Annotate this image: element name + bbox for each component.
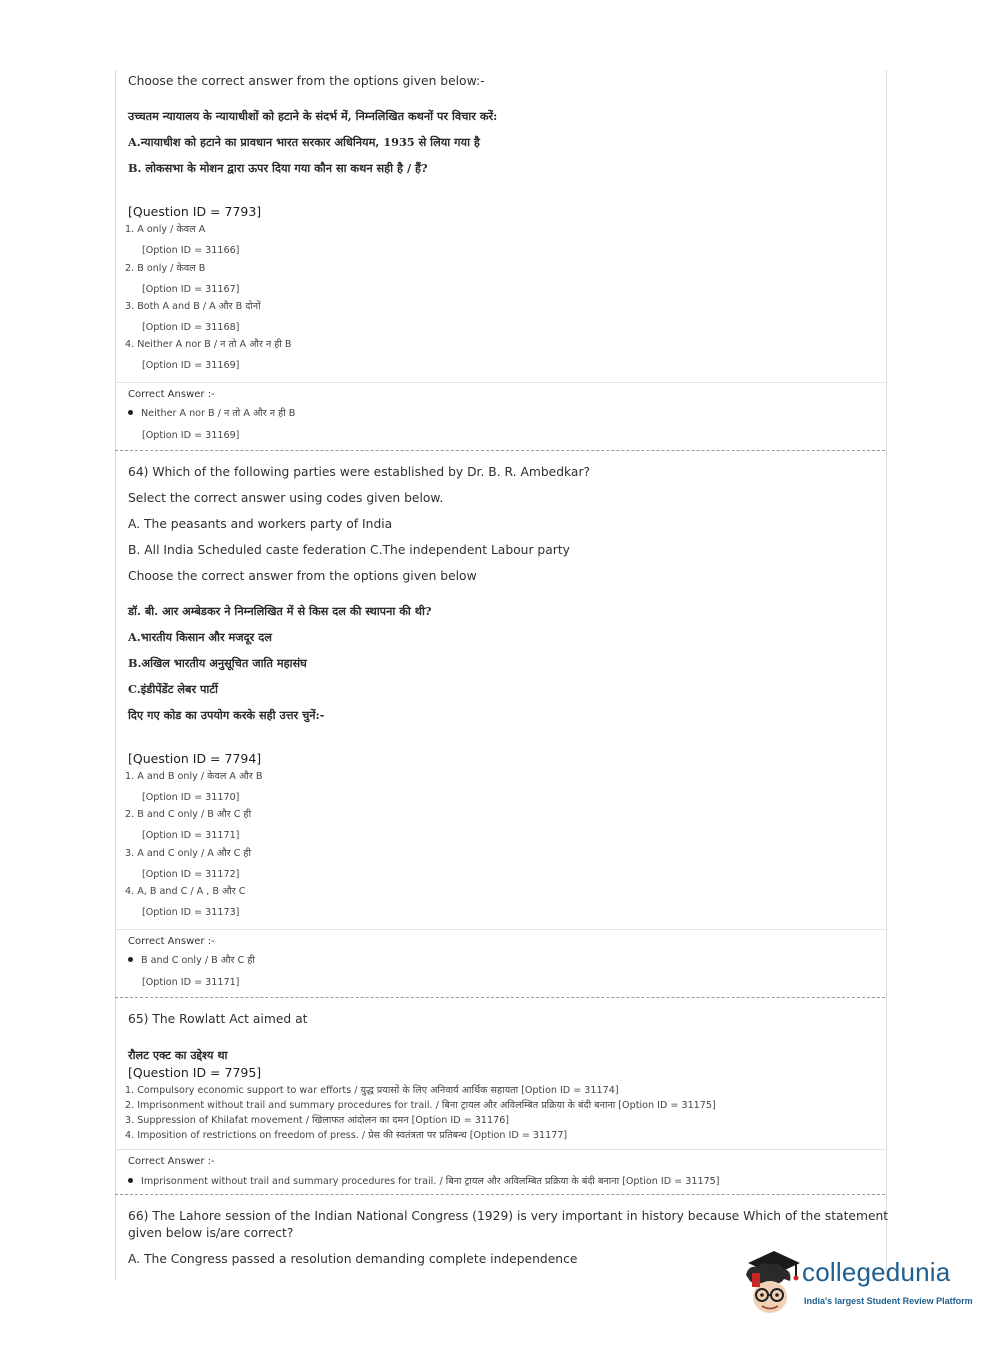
option-id: [Option ID = 31169] [142,360,240,371]
correct-answer [128,1174,720,1187]
option-id: [Option ID = 31168] [142,322,240,333]
q64-hindi-line: दिए गए कोड का उपयोग करके सही उत्तर चुनें:- [128,708,325,722]
option-item[interactable]: 4. A, B and C / A , B और C [125,886,246,897]
correct-answer-label: Correct Answer :- [128,389,215,400]
collegedunia-logo [740,1245,980,1325]
option-id: [Option ID = 31166] [142,245,240,256]
logo-wordmark: collegedunia [802,1257,951,1287]
option-item[interactable]: 1. A only / केवल A [125,224,206,235]
question-divider [115,1194,885,1195]
q64-hindi-line: B.अखिल भारतीय अनुसूचित जाति महासंघ [128,656,307,670]
correct-answer [128,953,255,966]
correct-answer [128,406,295,419]
question-id: [Question ID = 7794] [128,751,262,766]
q65-hindi-line: रौलट एक्ट का उद्देश्य था [128,1048,228,1062]
q63-intro: Choose the correct answer from the options given below:- [128,74,485,88]
q66-title: 66) The Lahore session of the Indian National Congress (1929) is very important in history because Which of the statement [128,1209,889,1223]
option-item[interactable]: 3. A and C only / A और C ही [125,848,252,859]
option-item[interactable]: 2. Imprisonment without trail and summary procedures for trail. / बिना ट्रायल और अविलम्बित प्रक्रिया के बंदी बनाना [Option ID = 31175] [125,1100,716,1111]
option-item[interactable]: 2. B only / केवल B [125,263,206,274]
option-item[interactable]: 1. A and B only / केवल A और B [125,771,263,782]
correct-answer-label: Correct Answer :- [128,1156,215,1167]
correct-answer-text: Neither A nor B / न तो A और न ही B [141,408,296,419]
logo-tagline: India's largest Student Review Platform [804,1296,973,1306]
q64-line: B. All India Scheduled caste federation C.The independent Labour party [128,543,570,557]
q63-hindi-line: उच्चतम न्यायालय के न्यायाधीशों को हटाने के संदर्भ में, निम्नलिखित कथनों पर विचार करें: [128,109,498,123]
correct-answer-text: B and C only / B और C ही [141,955,255,966]
option-id: [Option ID = 31169] [142,430,240,441]
mascot-icon [740,1245,802,1320]
option-item[interactable]: 1. Compulsory economic support to war efforts / युद्ध प्रयासों के लिए अनिवार्य आर्थिक सहायता [Option ID = 31174] [125,1085,619,1096]
option-item[interactable]: 3. Both A and B / A और B दोनों [125,301,261,312]
option-id: [Option ID = 31171] [142,830,240,841]
q63-hindi-line: A.न्यायाधीश को हटाने का प्रावधान भारत सरकार अधिनियम, 1935 से लिया गया है [128,135,480,149]
option-id: [Option ID = 31173] [142,907,240,918]
option-item[interactable]: 2. B and C only / B और C ही [125,809,252,820]
q63-hindi-line: B. लोकसभा के मोशन द्वारा ऊपर दिया गया कौन सा कथन सही है / हैं? [128,161,428,175]
question-divider [115,450,885,451]
correct-answer-label: Correct Answer :- [128,936,215,947]
option-id: [Option ID = 31171] [142,977,240,988]
q64-line: Select the correct answer using codes given below. [128,491,444,505]
q64-line: Choose the correct answer from the options given below [128,569,477,583]
q66-statement: A. The Congress passed a resolution demanding complete independence [128,1252,578,1266]
option-item[interactable]: 4. Imposition of restrictions on freedom of press. / प्रेस की स्वतंत्रता पर प्रतिबन्ध [Option ID = 31177] [125,1130,568,1141]
question-id: [Question ID = 7795] [128,1065,262,1080]
bullet-icon [128,1178,133,1183]
q64-hindi-line: A.भारतीय किसान और मजदूर दल [128,630,272,644]
option-item[interactable]: 3. Suppression of Khilafat movement / खिलाफत आंदोलन का दमन [Option ID = 31176] [125,1115,510,1126]
correct-answer-text: Imprisonment without trail and summary procedures for trail. / बिना ट्रायल और अविलम्बित प्रक्रिया के बंदी बनाना [Option ID = 31175] [141,1176,720,1187]
bullet-icon [128,410,133,415]
q65-title: 65) The Rowlatt Act aimed at [128,1012,308,1026]
option-item[interactable]: 4. Neither A nor B / न तो A और न ही B [125,339,292,350]
option-id: [Option ID = 31170] [142,792,240,803]
bullet-icon [128,957,133,962]
q64-hindi-line: डॉ. बी. आर अम्बेडकर ने निम्नलिखित में से किस दल की स्थापना की थी? [128,604,432,618]
divider [115,382,885,383]
q64-hindi-line: C.इंडीपेंडेंट लेबर पार्टी [128,682,218,696]
divider [115,929,885,930]
question-id: [Question ID = 7793] [128,204,262,219]
q66-title: given below is/are correct? [128,1226,294,1240]
divider [115,1149,885,1150]
q64-line: A. The peasants and workers party of India [128,517,393,531]
q64-title: 64) Which of the following parties were established by Dr. B. R. Ambedkar? [128,465,591,479]
option-id: [Option ID = 31167] [142,284,240,295]
option-id: [Option ID = 31172] [142,869,240,880]
question-divider [115,997,885,998]
